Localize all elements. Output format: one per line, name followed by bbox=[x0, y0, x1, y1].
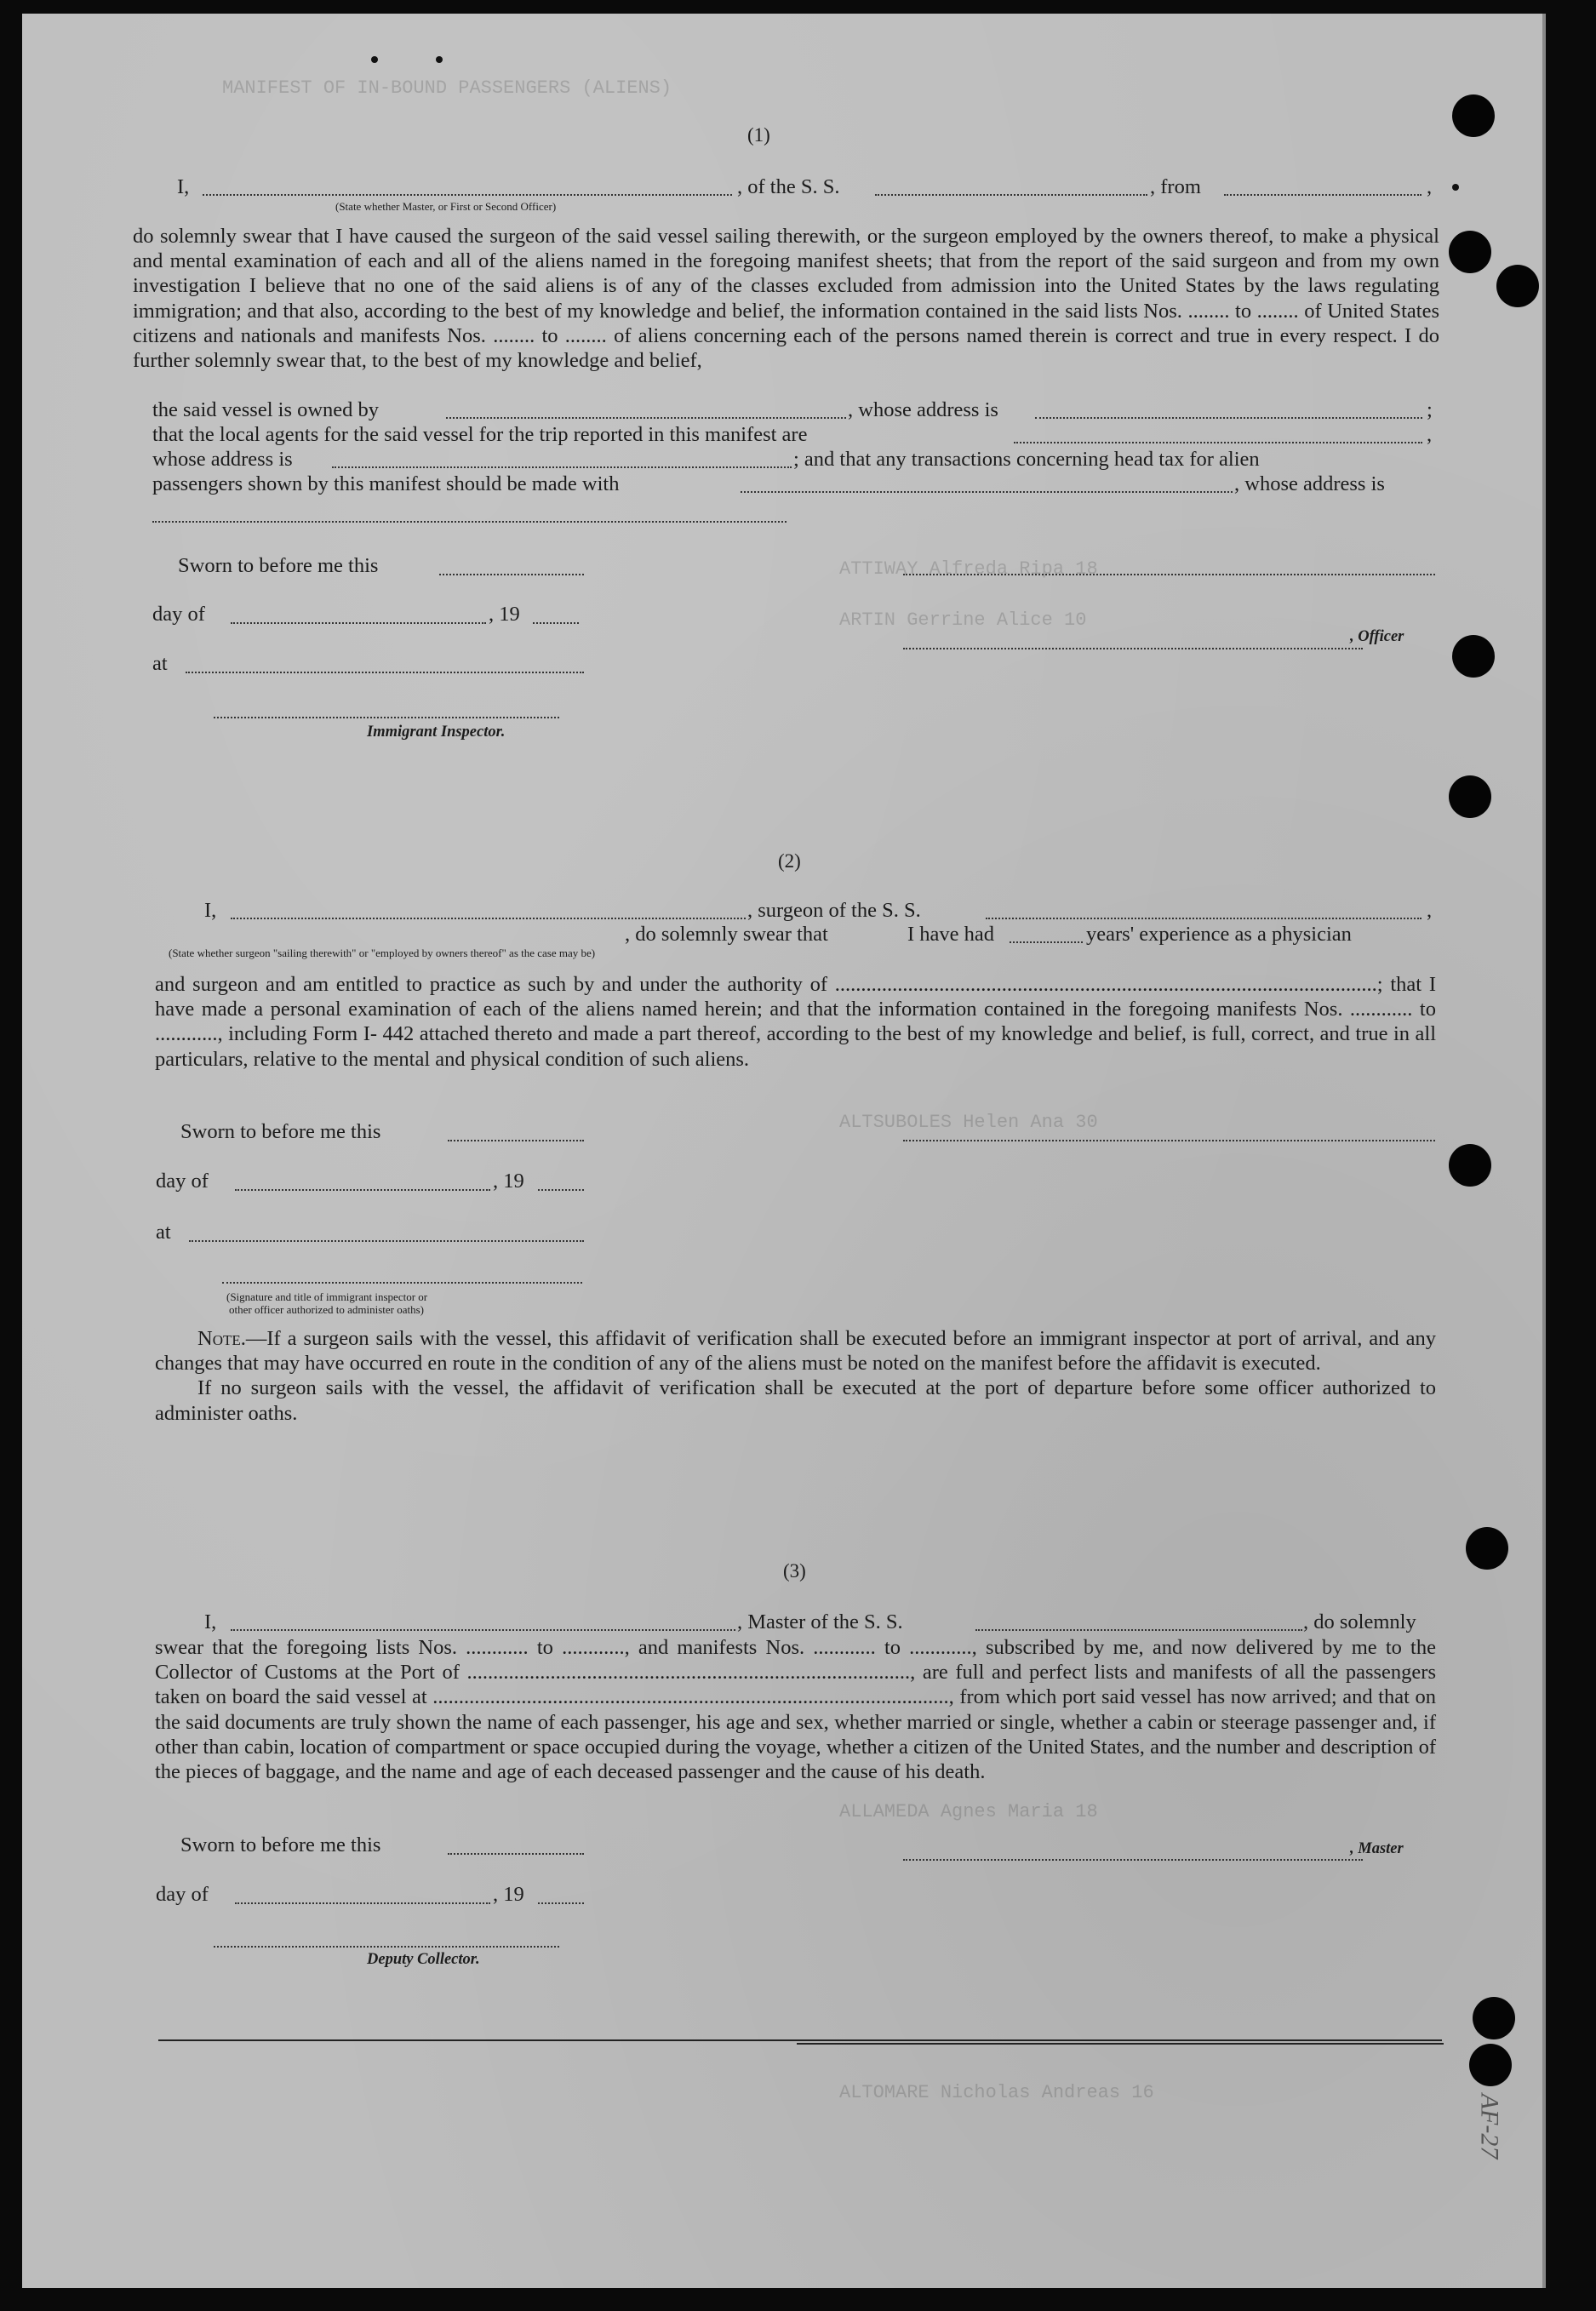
s1-owner-address-blank bbox=[1035, 417, 1422, 419]
s3-master-signature-line bbox=[903, 1859, 1363, 1861]
s1-lead: I, bbox=[177, 175, 190, 198]
s2-year: , 19 bbox=[493, 1170, 524, 1193]
s1-head-tax: ; and that any transactions concerning head tax for alien bbox=[793, 448, 1260, 471]
s2-sworn: Sworn to before me this bbox=[180, 1120, 381, 1143]
s1-day-blank bbox=[231, 622, 486, 624]
s1-whose-address-2: whose address is bbox=[152, 448, 293, 471]
s1-officer-signature-line-a bbox=[903, 574, 1435, 575]
s1-owner-blank bbox=[446, 417, 846, 419]
s1-head-tax-blank bbox=[741, 491, 1233, 493]
s2-note-label: Note. bbox=[197, 1327, 246, 1350]
s1-from: , from bbox=[1150, 175, 1201, 198]
s3-body bbox=[155, 1635, 1436, 1784]
bleed-through: MANIFEST OF IN-BOUND PASSENGERS (ALIENS) bbox=[222, 77, 672, 99]
bleed-through: ATTIWAY Alfreda Ripa 18 bbox=[839, 558, 1098, 580]
s2-at: at bbox=[156, 1221, 171, 1244]
s1-vessel-blank bbox=[875, 194, 1147, 196]
s1-inspector-label: Immigrant Inspector. bbox=[367, 724, 506, 741]
s2-sworn-blank bbox=[448, 1140, 584, 1141]
s3-sworn: Sworn to before me this bbox=[180, 1833, 381, 1856]
punch-hole-8 bbox=[1473, 1997, 1515, 2039]
s2-comma: , bbox=[1427, 899, 1433, 922]
s1-sworn-blank bbox=[439, 574, 584, 575]
s2-surgeon-blank bbox=[231, 918, 746, 919]
section-2-number: (2) bbox=[778, 850, 801, 872]
s3-sworn-blank bbox=[448, 1853, 584, 1855]
s2-note-body: —If a surgeon sails with the vessel, this affidavit of verification shall be executed before an immigrant inspector at port of arrival, and any changes that may have occurred en route in the condition of any of the aliens must be noted on the manifest before the affidavit is executed. bbox=[155, 1327, 1436, 1376]
s3-collector-signature-line bbox=[214, 1946, 559, 1948]
s1-at-blank bbox=[186, 672, 584, 673]
ink-dot bbox=[371, 56, 378, 63]
s1-of-the-ss: , of the S. S. bbox=[737, 175, 840, 198]
punch-hole-1 bbox=[1452, 94, 1495, 137]
s3-vessel-blank bbox=[975, 1629, 1302, 1631]
s2-surgeon-signature-line bbox=[903, 1140, 1435, 1141]
bleed-through: ALLAMEDA Agnes Maria 18 bbox=[839, 1801, 1098, 1822]
punch-hole-9 bbox=[1469, 2044, 1512, 2086]
s2-mid: , do solemnly swear that bbox=[625, 923, 828, 946]
punch-hole-7 bbox=[1466, 1527, 1508, 1570]
s3-collector-label: Deputy Collector. bbox=[367, 1951, 480, 1968]
s3-day-of: day of bbox=[156, 1883, 209, 1906]
s3-year-blank bbox=[538, 1902, 584, 1904]
s2-year-blank bbox=[538, 1189, 584, 1191]
s1-agents: that the local agents for the said vessel for the trip reported in this manifest are bbox=[152, 423, 808, 446]
s1-whose-address: , whose address is bbox=[848, 398, 998, 421]
punch-hole-3 bbox=[1496, 265, 1539, 307]
s1-officer-label: , Officer bbox=[1350, 628, 1404, 645]
s2-vessel-blank bbox=[986, 918, 1422, 919]
s1-body-text: do solemnly swear that I have caused the surgeon of the said vessel sailing therewith, or the surgeon employed by the owners thereof, to make a physical and mental examination of each and all of the aliens named in the foregoing manifest sheets; that from the report of the said surgeon and from my own investigation I believe that no one of the said aliens is of any of the classes excluded from admission into the United States by the laws regulating immigration; and that also, according to the best of my knowledge and belief, the information contained in the said lists Nos. ........ to ........ of United States citizens and nationals and manifests Nos. ........ to ........ of aliens concerning each of the persons named therein is correct and true in every respect. I do further solemnly swear that, to the best of my knowledge and belief, bbox=[133, 225, 1439, 373]
s1-year: , 19 bbox=[489, 603, 520, 626]
s3-master-of: , Master of the S. S. bbox=[737, 1610, 903, 1633]
s2-body-text: and surgeon and am entitled to practice as such by and under the authority of ........................................................................................................; that I have made a personal examination of each of the aliens named herein; and that the information contained in the foregoing manifests Nos. ............ to ............, including Form I- 442 attached thereto and made a part thereof, according to the best of my knowledge and belief, is full, correct, and true in all particulars, relative to the mental and physical condition of such aliens. bbox=[155, 973, 1436, 1071]
s3-day-blank bbox=[235, 1902, 490, 1904]
s1-semicolon: ; bbox=[1427, 398, 1433, 421]
s2-sig-caption-1: (Signature and title of immigrant inspector or bbox=[226, 1290, 428, 1303]
s1-caption: (State whether Master, or First or Second Officer) bbox=[335, 200, 557, 213]
s2-day-blank bbox=[235, 1189, 490, 1191]
s2-caption: (State whether surgeon "sailing therewith" or "employed by owners thereof" as the case may be) bbox=[169, 947, 596, 959]
s3-master-label: , Master bbox=[1350, 1840, 1404, 1857]
ink-dot bbox=[1452, 184, 1459, 191]
s2-surgeon-of: , surgeon of the S. S. bbox=[747, 899, 921, 922]
s1-year-blank bbox=[533, 622, 579, 624]
punch-hole-5 bbox=[1449, 775, 1491, 818]
bleed-through: ALTOMARE Nicholas Andreas 16 bbox=[839, 2082, 1154, 2103]
s1-body bbox=[133, 224, 1439, 373]
bottom-rule-short bbox=[797, 2043, 1444, 2045]
s1-port-blank bbox=[1224, 194, 1422, 196]
s1-day-of: day of bbox=[152, 603, 205, 626]
punch-hole-4 bbox=[1452, 635, 1495, 678]
punch-hole-2 bbox=[1449, 231, 1491, 273]
ink-dot bbox=[436, 56, 443, 63]
s2-years: years' experience as a physician bbox=[1086, 923, 1352, 946]
bleed-through: ALTSUBOLES Helen Ana 30 bbox=[839, 1112, 1098, 1133]
s1-owned-by: the said vessel is owned by bbox=[152, 398, 380, 421]
s1-comma: , bbox=[1427, 175, 1433, 198]
s2-at-blank bbox=[189, 1240, 584, 1242]
s1-whose-address-3: , whose address is bbox=[1234, 472, 1385, 495]
s3-master-blank bbox=[231, 1629, 735, 1631]
s2-inspector-signature-line bbox=[222, 1282, 582, 1284]
s3-solemnly: , do solemnly bbox=[1303, 1610, 1416, 1633]
s1-comma-2: , bbox=[1427, 423, 1433, 446]
s1-address-continuation-blank bbox=[152, 521, 787, 523]
s1-agents-blank bbox=[1014, 442, 1422, 443]
bleed-through: ARTIN Gerrine Alice 10 bbox=[839, 609, 1087, 631]
s2-years-blank bbox=[1010, 941, 1083, 943]
punch-hole-6 bbox=[1449, 1144, 1491, 1187]
s2-lead: I, bbox=[204, 899, 217, 922]
s1-inspector-signature-line bbox=[214, 717, 559, 718]
s1-officer-signature-line-b bbox=[903, 648, 1363, 649]
s1-officer-text: Officer bbox=[1358, 628, 1404, 645]
s2-day-of: day of bbox=[156, 1170, 209, 1193]
bottom-rule bbox=[158, 2039, 1442, 2041]
s1-passengers: passengers shown by this manifest should be made with bbox=[152, 472, 620, 495]
manifest-page bbox=[22, 14, 1546, 2288]
s2-note bbox=[155, 1326, 1436, 1426]
s2-i-have-had: I have had bbox=[907, 923, 995, 946]
s3-master-text: Master bbox=[1358, 1840, 1404, 1857]
s1-at: at bbox=[152, 652, 168, 675]
section-3-number: (3) bbox=[783, 1560, 806, 1582]
margin-note: AF-27 bbox=[1475, 2093, 1504, 2159]
s2-body bbox=[155, 972, 1436, 1072]
section-1-number: (1) bbox=[747, 124, 770, 146]
s2-sig-caption-2: other officer authorized to administer oaths) bbox=[229, 1303, 424, 1316]
s3-lead: I, bbox=[204, 1610, 217, 1633]
s1-officer-blank bbox=[203, 194, 732, 196]
s3-year: , 19 bbox=[493, 1883, 524, 1906]
s2-note-text bbox=[155, 1326, 1436, 1376]
s1-agents-address-blank bbox=[332, 466, 792, 468]
s1-sworn: Sworn to before me this bbox=[178, 554, 379, 577]
s3-body-text: swear that the foregoing lists Nos. ............ to ............, and manifests Nos. ............ to ............, subscribed by me, and now delivered by me to the Collector of Customs at the Port of ....................................................................................., are full and perfect lists and manifests of all the passengers taken on board the said vessel at ..................................................................................................., from which port said vessel has now arrived; and that on the said documents are truly shown the name of each passenger, his age and sex, whether married or single, whether a cabin or steerage passenger and, if other than cabin, location of compartment or space occupied during the voyage, whether a citizen of the United States, and the number and description of the pieces of baggage, and the name and age of each deceased passenger and the cause of his death. bbox=[155, 1636, 1436, 1784]
s2-note2-text: If no surgeon sails with the vessel, the affidavit of verification shall be executed at the port of departure before some officer authorized to administer oaths. bbox=[155, 1376, 1436, 1425]
